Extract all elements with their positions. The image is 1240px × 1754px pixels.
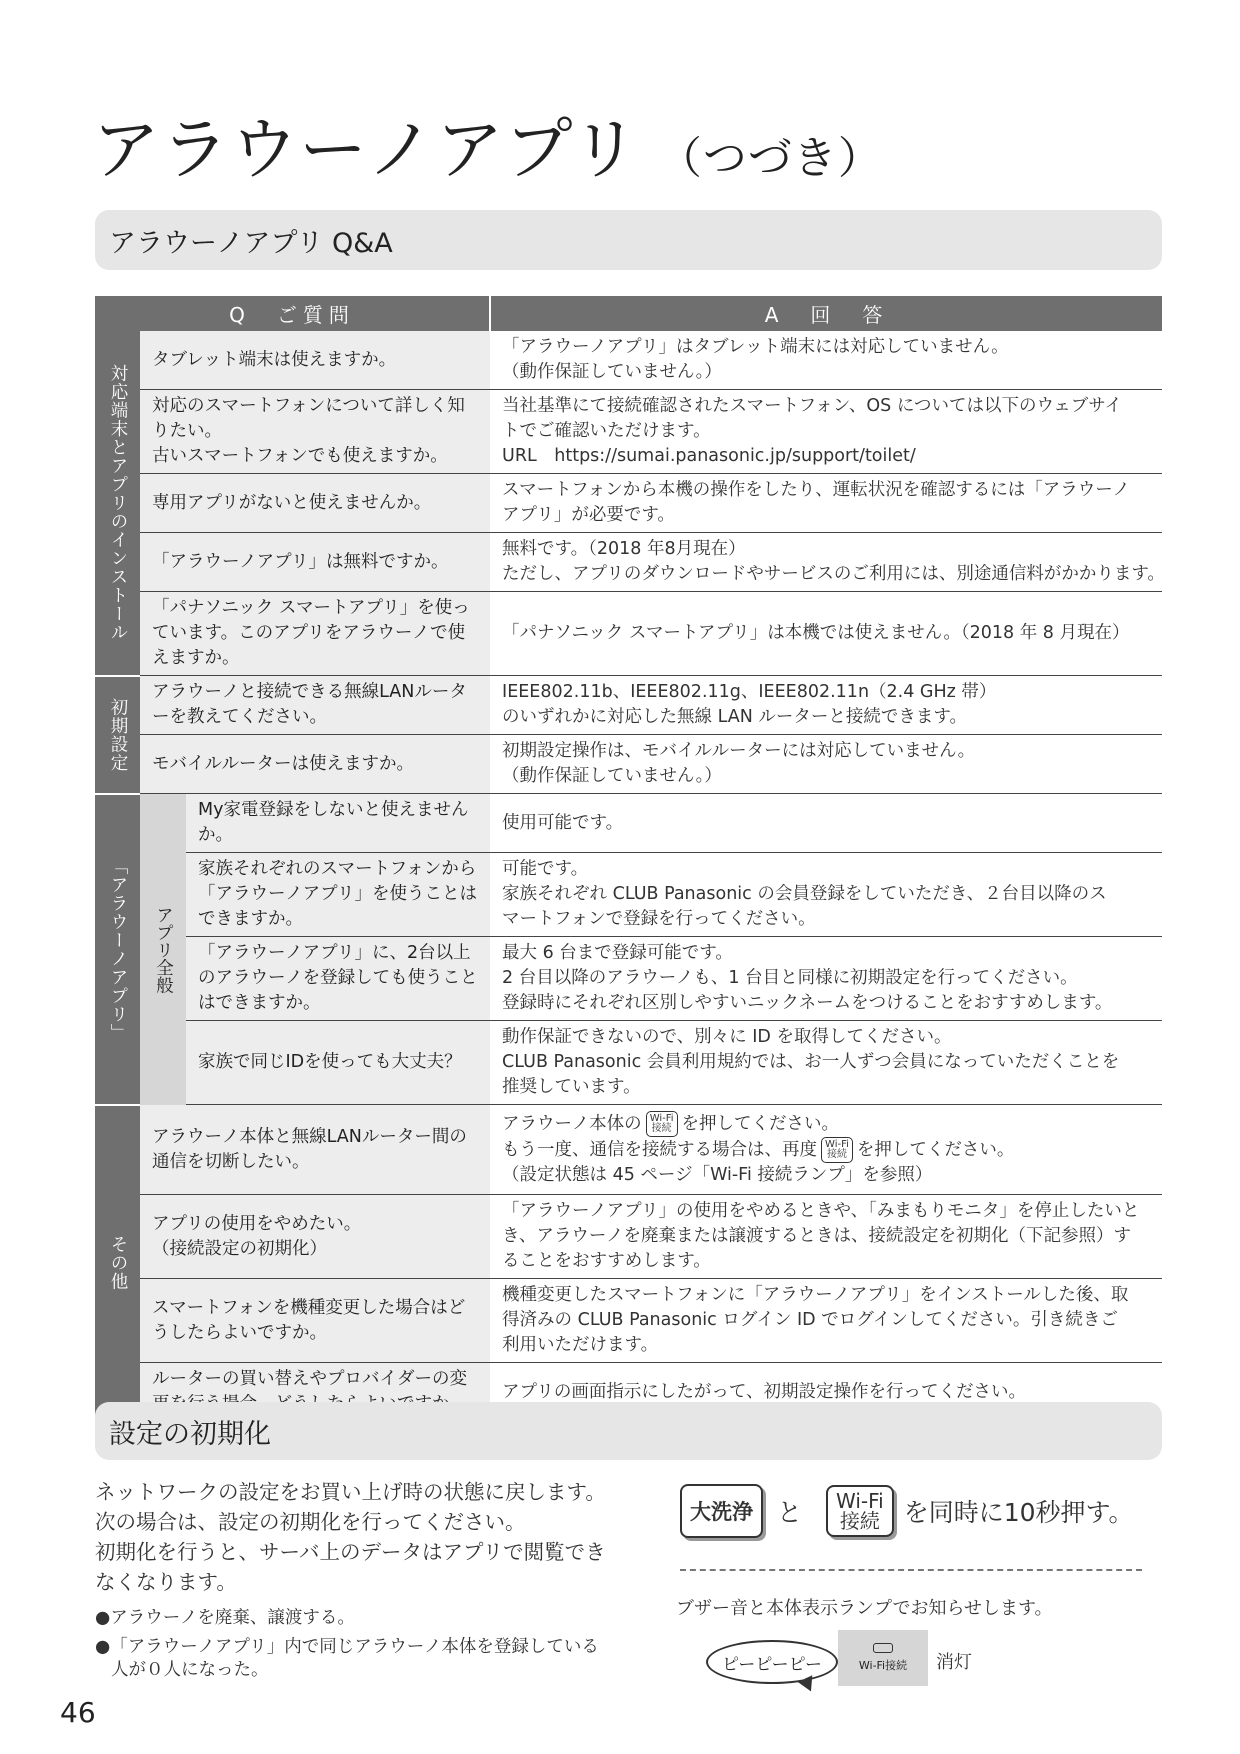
a-header: A 回 答 bbox=[490, 296, 1162, 331]
question: 対応のスマートフォンについて詳しく知りたい。 古いスマートフォンでも使えますか。 bbox=[140, 390, 490, 474]
lamp-icon bbox=[873, 1643, 893, 1653]
page-title: アラウーノアプリ （つづき） bbox=[92, 111, 883, 190]
category-install: 対応端末とアプリのインストール bbox=[95, 331, 140, 676]
question: タブレット端末は使えますか。 bbox=[140, 331, 490, 390]
wifi-lamp-indicator: Wi-Fi接続 bbox=[838, 1630, 928, 1686]
init-intro: ネットワークの設定をお買い上げ時の状態に戻します。 次の場合は、設定の初期化を行ってください。 初期化を行うと、サーバ上のデータはアプリで閲覧できなくなります。 ●アラウーノを廃棄、譲渡する。 ●「アラウーノアプリ」内で同じアラウーノ本体を登録している人が０人になった。 bbox=[95, 1477, 615, 1682]
qa-section-header: アラウーノアプリ Q&A bbox=[95, 210, 1162, 270]
question: アプリの使用をやめたい。 （接続設定の初期化） bbox=[140, 1195, 490, 1279]
category-initial-setup: 初期設定 bbox=[95, 676, 140, 794]
init-bullet: ●「アラウーノアプリ」内で同じアラウーノ本体を登録している人が０人になった。 bbox=[95, 1637, 599, 1680]
flush-key-icon: 大洗浄 bbox=[680, 1484, 763, 1538]
subcategory-app-general: アプリ全般 bbox=[140, 794, 186, 1105]
q-header: Q ご質問 bbox=[95, 296, 490, 331]
category-arauno-app: 「アラウーノアプリ」 bbox=[95, 794, 140, 1105]
answer: 無料です。（2018 年8月現在） ただし、アプリのダウンロードやサービスのご利用には、別途通信料がかかります。 bbox=[490, 533, 1162, 592]
question: ルーターの買い替えやプロバイダーの変 bbox=[140, 1363, 490, 1422]
question: 専用アプリがないと使えませんか。 bbox=[140, 474, 490, 533]
answer: 「アラウーノアプリ」はタブレット端末には対応していません。 （動作保証していません。） bbox=[490, 331, 1162, 390]
qa-table bbox=[95, 296, 1165, 1423]
buzzer-bubble: ピーピーピー bbox=[706, 1640, 838, 1684]
answer: 最大 6 台まで登録可能です。 2 台目以降のアラウーノも、1 台目と同様に初期設定を行ってください。 登録時にそれぞれ区別しやすいニックネームをつけることをおすすめします。 bbox=[490, 937, 1162, 1021]
question: 「アラウーノアプリ」に、2台以上のアラウーノを登録しても使うことはできますか。 bbox=[186, 937, 490, 1021]
category-other: その他 bbox=[95, 1105, 140, 1422]
answer: スマートフォンから本機の操作をしたり、運転状況を確認するには「アラウーノ アプリ」が必要です。 bbox=[490, 474, 1162, 533]
answer: 「パナソニック スマートアプリ」は本機では使えません。（2018 年 8 月現在） bbox=[490, 592, 1162, 676]
wifi-connect-key-icon: Wi-Fi 接続 bbox=[821, 1137, 853, 1163]
wifi-connect-key-icon: Wi-Fi 接続 bbox=[646, 1111, 678, 1137]
question: 家族で同じIDを使っても大丈夫？ bbox=[186, 1021, 490, 1105]
question: 「パナソニック スマートアプリ」を使っています。このアプリをアラウーノで使えますか。 bbox=[140, 592, 490, 676]
answer: アプリの画面指示にしたがって、初期設定操作を行ってください。 bbox=[490, 1363, 1162, 1422]
question: アラウーノ本体と無線LANルーター間の通信を切断したい。 bbox=[140, 1105, 490, 1195]
question: My家電登録をしないと使えませんか。 bbox=[186, 794, 490, 853]
reset-instruction: 大洗浄 と Wi-Fi 接続 を同時に10秒押す。 bbox=[680, 1484, 1134, 1538]
page-subtitle: （つづき） bbox=[657, 133, 883, 184]
answer: IEEE802.11b、IEEE802.11g、IEEE802.11n（2.4 GHz 帯） のいずれかに対応した無線 LAN ルーターと接続できます。 bbox=[490, 676, 1162, 735]
question: スマートフォンを機種変更した場合はどうしたらよいですか。 bbox=[140, 1279, 490, 1363]
question: 「アラウーノアプリ」は無料ですか。 bbox=[140, 533, 490, 592]
divider bbox=[680, 1569, 1142, 1571]
answer: 可能です。 家族それぞれ CLUB Panasonic の会員登録をしていただき、２台目以降のス マートフォンで登録を行ってください。 bbox=[490, 853, 1162, 937]
question: アラウーノと接続できる無線LANルーターを教えてください。 bbox=[140, 676, 490, 735]
answer: 「アラウーノアプリ」の使用をやめるときや、「みまもりモニタ」を停止したいと き、アラウーノを廃棄または譲渡するときは、接続設定を初期化（下記参照）す ることをおすすめします。 bbox=[490, 1195, 1162, 1279]
answer: 機種変更したスマートフォンに「アラウーノアプリ」をインストールした後、取 得済みの CLUB Panasonic ログイン ID でログインしてください。引き続きご 利用いただけます。 bbox=[490, 1279, 1162, 1363]
question: モバイルルーターは使えますか。 bbox=[140, 735, 490, 794]
wifi-connect-key-icon: Wi-Fi 接続 bbox=[826, 1485, 894, 1537]
lamp-state: 消灯 bbox=[936, 1652, 972, 1673]
answer: 動作保証できないので、別々に ID を取得してください。 CLUB Panasonic 会員利用規約では、お一人ずつ会員になっていただくことを 推奨しています。 bbox=[490, 1021, 1162, 1105]
notice-text: ブザー音と本体表示ランプでお知らせします。 bbox=[676, 1598, 1053, 1619]
question: 家族それぞれのスマートフォンから「アラウーノアプリ」を使うことはできますか。 bbox=[186, 853, 490, 937]
page-number: 46 bbox=[60, 1696, 96, 1729]
answer: 使用可能です。 bbox=[490, 794, 1162, 853]
init-section-header: 設定の初期化 bbox=[95, 1402, 1162, 1460]
answer: 当社基準にて接続確認されたスマートフォン、OS については以下のウェブサイ トでご確認いただけます。 URL https://sumai.panasonic.jp/support/toilet/ bbox=[490, 390, 1162, 474]
answer: アラウーノ本体の Wi-Fi 接続 を押してください。 もう一度、通信を接続する場合は、再度 Wi-Fi 接続 を押してください。 （設定状態は 45 ページ「Wi-Fi 接続ランプ」を参照） bbox=[490, 1105, 1162, 1195]
answer: 初期設定操作は、モバイルルーターには対応していません。 （動作保証していません。） bbox=[490, 735, 1162, 794]
init-bullet: ●アラウーノを廃棄、譲渡する。 bbox=[95, 1608, 355, 1628]
